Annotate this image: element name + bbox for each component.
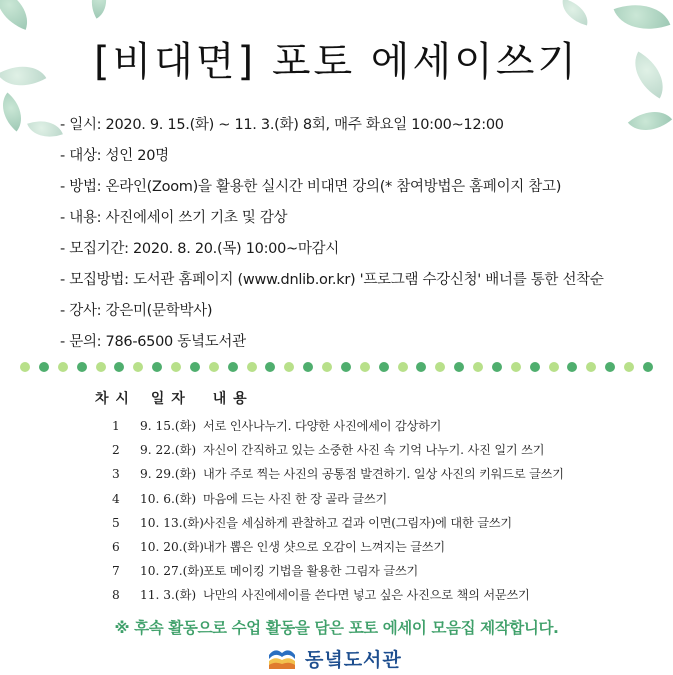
info-date: - 일시: 2020. 9. 15.(화) ~ 11. 3.(화) 8회, 매주 화요일 10:00~12:00 bbox=[60, 117, 504, 133]
divider-dot bbox=[303, 362, 313, 372]
info-target: - 대상: 성인 20명 bbox=[60, 148, 169, 164]
table-row bbox=[100, 583, 660, 607]
divider-dot bbox=[624, 362, 634, 372]
library-logo-icon bbox=[267, 645, 297, 671]
session-date: 9. 29.(화) bbox=[140, 467, 197, 482]
session-date: 10. 13.(화) bbox=[140, 515, 204, 530]
divider-dot bbox=[209, 362, 219, 372]
table-row bbox=[100, 511, 660, 535]
table-row bbox=[100, 487, 660, 511]
schedule-header-content: 내 용 bbox=[212, 391, 248, 407]
divider-dot bbox=[247, 362, 257, 372]
session-content: 사진을 세심하게 관찰하고 겉과 이면(그림자)에 대한 글쓰기 bbox=[203, 515, 512, 530]
session-no: 2 bbox=[112, 443, 120, 458]
divider-dot bbox=[643, 362, 653, 372]
divider-dot bbox=[96, 362, 106, 372]
session-no: 1 bbox=[112, 419, 120, 433]
divider-dot bbox=[473, 362, 483, 372]
leaf-decoration bbox=[27, 114, 63, 145]
notice-text: ※ 후속 활동으로 수업 활동을 담은 포토 에세이 모음집 제작합니다. bbox=[114, 619, 559, 637]
session-no: 4 bbox=[112, 491, 120, 506]
divider-dot bbox=[511, 362, 521, 372]
divider-dot bbox=[265, 362, 275, 372]
divider-dot bbox=[190, 362, 200, 372]
divider-dot bbox=[398, 362, 408, 372]
divider-dot bbox=[171, 362, 181, 372]
divider-dot bbox=[152, 362, 162, 372]
table-row bbox=[100, 438, 660, 462]
table-row bbox=[100, 414, 660, 438]
page-title: [비대면] 포토 에세이쓰기 bbox=[93, 39, 580, 85]
divider-dot bbox=[114, 362, 124, 372]
dotted-divider bbox=[20, 360, 653, 374]
library-logo-text: 동녘도서관 bbox=[305, 648, 402, 671]
table-row bbox=[100, 535, 660, 559]
session-content: 마음에 드는 사진 한 장 골라 글쓰기 bbox=[203, 491, 388, 506]
session-date: 10. 20.(화) bbox=[140, 539, 204, 554]
session-content: 나만의 사진에세이를 쓴다면 넣고 싶은 사진으로 책의 서문쓰기 bbox=[203, 588, 530, 603]
divider-dot bbox=[586, 362, 596, 372]
session-content: 내가 뽑은 인생 샷으로 오감이 느껴지는 글쓰기 bbox=[203, 539, 445, 554]
library-logo bbox=[267, 643, 402, 673]
table-row bbox=[100, 559, 660, 583]
divider-dot bbox=[435, 362, 445, 372]
info-contact: - 문의: 786-6500 동녘도서관 bbox=[60, 334, 246, 350]
divider-dot bbox=[322, 362, 332, 372]
session-date: 9. 22.(화) bbox=[140, 443, 197, 458]
session-date: 11. 3.(화) bbox=[140, 588, 197, 603]
divider-dot bbox=[341, 362, 351, 372]
divider-dot bbox=[360, 362, 370, 372]
leaf-decoration bbox=[558, 0, 592, 26]
session-content: 포토 메이킹 기법을 활용한 그림자 글쓰기 bbox=[203, 564, 419, 579]
info-list bbox=[60, 110, 660, 358]
divider-dot bbox=[530, 362, 540, 372]
schedule-header-date: 일 자 bbox=[150, 391, 186, 407]
session-content: 서로 인사나누기. 다양한 사진에세이 감상하기 bbox=[203, 419, 442, 433]
divider-dot bbox=[549, 362, 559, 372]
session-date: 9. 15.(화) bbox=[140, 419, 197, 433]
divider-dot bbox=[77, 362, 87, 372]
divider-dot bbox=[228, 362, 238, 372]
divider-dot bbox=[567, 362, 577, 372]
session-no: 3 bbox=[112, 467, 120, 482]
session-no: 7 bbox=[112, 564, 120, 579]
divider-dot bbox=[58, 362, 68, 372]
leaf-decoration bbox=[82, 0, 115, 19]
divider-dot bbox=[492, 362, 502, 372]
divider-dot bbox=[20, 362, 30, 372]
divider-dot bbox=[379, 362, 389, 372]
divider-dot bbox=[284, 362, 294, 372]
session-no: 8 bbox=[112, 588, 120, 603]
schedule-header-no: 차 시 bbox=[95, 391, 130, 407]
info-content: - 내용: 사진에세이 쓰기 기초 및 감상 bbox=[60, 210, 288, 226]
schedule-header bbox=[95, 388, 248, 408]
divider-dot bbox=[133, 362, 143, 372]
schedule-table bbox=[100, 414, 660, 608]
info-recruit-period: - 모집기간: 2020. 8. 20.(목) 10:00~마감시 bbox=[60, 241, 339, 257]
session-content: 내가 주로 찍는 사진의 공통점 발견하기. 일상 사진의 키워드로 글쓰기 bbox=[203, 467, 564, 482]
session-date: 10. 6.(화) bbox=[140, 491, 197, 506]
divider-dot bbox=[605, 362, 615, 372]
divider-dot bbox=[416, 362, 426, 372]
table-row bbox=[100, 462, 660, 486]
info-method: - 방법: 온라인(Zoom)을 활용한 실시간 비대면 강의(* 참여방법은 홈페이지 참고) bbox=[60, 179, 562, 195]
info-instructor: - 강사: 강은미(문학박사) bbox=[60, 303, 213, 319]
session-date: 10. 27.(화) bbox=[140, 564, 204, 579]
divider-dot bbox=[454, 362, 464, 372]
session-no: 6 bbox=[112, 539, 120, 554]
session-content: 자신이 간직하고 있는 소중한 사진 속 기억 나누기. 사진 일기 쓰기 bbox=[203, 443, 545, 458]
leaf-decoration bbox=[0, 0, 36, 30]
divider-dot bbox=[39, 362, 49, 372]
session-no: 5 bbox=[112, 515, 120, 530]
info-recruit-method: - 모집방법: 도서관 홈페이지 (www.dnlib.or.kr) '프로그램 수강신청' 배너를 통한 선착순 bbox=[60, 272, 604, 288]
